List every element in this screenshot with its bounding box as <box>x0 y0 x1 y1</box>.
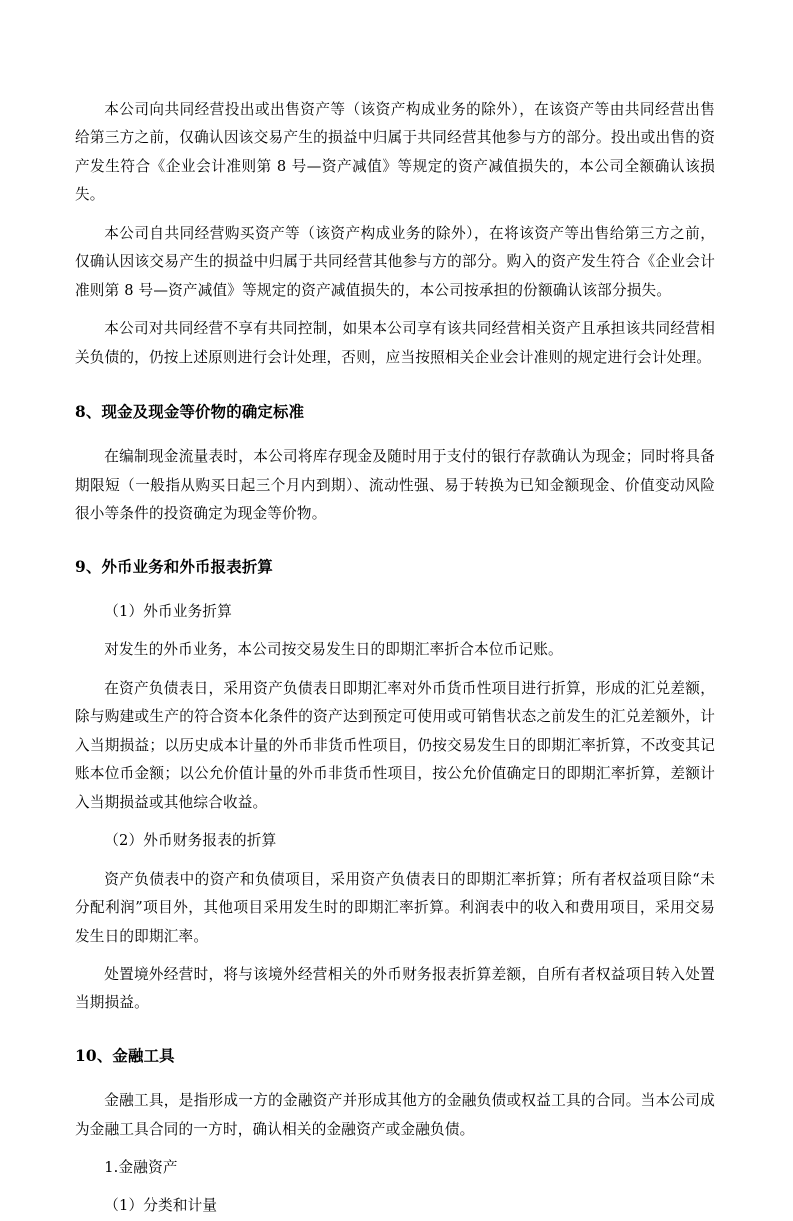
section-heading-9-foreign-currency: 9、外币业务和外币报表折算 <box>75 557 273 576</box>
paragraph-cash-equivalents: 在编制现金流量表时，本公司将库存现金及随时用于支付的银行存款确认为现金；同时将具备期限短（一般指从购买日起三个月内到期）、流动性强、易于转换为已知金额现金、价值变动风险很小等条件的投资确定为现金等价物。 <box>75 448 715 523</box>
subheading-foreign-statement-translation: （2）外币财务报表的折算 <box>104 832 277 850</box>
subheading-classification-measurement: （1）分类和计量 <box>104 1197 218 1215</box>
paragraph-foreign-currency-bookkeeping: 对发生的外币业务，本公司按交易发生日的即期汇率折合本位币记账。 <box>104 641 563 659</box>
paragraph-joint-operation-no-control: 本公司对共同经营不享有共同控制，如果本公司享有该共同经营相关资产且承担该共同经营相关负债的，仍按上述原则进行会计处理，否则，应当按照相关企业会计准则的规定进行会计处理。 <box>75 320 715 366</box>
subheading-financial-assets: 1.金融资产 <box>104 1159 178 1177</box>
paragraph-disposal-foreign-operation: 处置境外经营时，将与该境外经营相关的外币财务报表折算差额，自所有者权益项目转入处置当期损益。 <box>75 965 715 1012</box>
paragraph-balance-sheet-date-translation: 在资产负债表日，采用资产负债表日即期汇率对外币货币性项目进行折算，形成的汇兑差额，除与购建或生产的符合资本化条件的资产达到预定可使用或可销售状态之前发生的汇兑差额外，计入当期损益；以历史成本计量的外币非货币性项目，仍按交易发生日的即期汇率折算，不改变其记账本位币金额；以公允价值计量的外币非货币性项目，按公允价值确定日的即期汇率折算，差额计入当期损益或其他综合收益。 <box>75 679 715 811</box>
section-heading-10-financial-instruments: 10、金融工具 <box>75 1046 175 1065</box>
paragraph-joint-operation-contribute: 本公司向共同经营投出或出售资产等（该资产构成业务的除外），在该资产等由共同经营出售给第三方之前，仅确认因该交易产生的损益中归属于共同经营其他参与方的部分。投出或出售的资产发生符合《企业会计准则第 8 号—资产减值》等规定的资产减值损失的，本公司全额确认该损失。 <box>75 101 715 204</box>
subheading-foreign-currency-business: （1）外币业务折算 <box>104 602 233 620</box>
paragraph-financial-instruments-definition: 金融工具，是指形成一方的金融资产并形成其他方的金融负债或权益工具的合同。当本公司成为金融工具合同的一方时，确认相关的金融资产或金融负债。 <box>75 1092 715 1138</box>
paragraph-joint-operation-purchase: 本公司自共同经营购买资产等（该资产构成业务的除外），在将该资产等出售给第三方之前，仅确认因该交易产生的损益中归属于共同经营其他参与方的部分。购入的资产发生符合《企业会计准则第 8 号—资产减值》等规定的资产减值损失的，本公司按承担的份额确认该部分损失。 <box>75 224 715 299</box>
paragraph-statement-translation-method: 资产负债表中的资产和负债项目，采用资产负债表日的即期汇率折算；所有者权益项目除“未分配利润”项目外，其他项目采用发生时的即期汇率折算。利润表中的收入和费用项目，采用交易发生日的即期汇率。 <box>75 870 715 945</box>
section-heading-8-cash-equivalents: 8、现金及现金等价物的确定标准 <box>75 403 305 422</box>
